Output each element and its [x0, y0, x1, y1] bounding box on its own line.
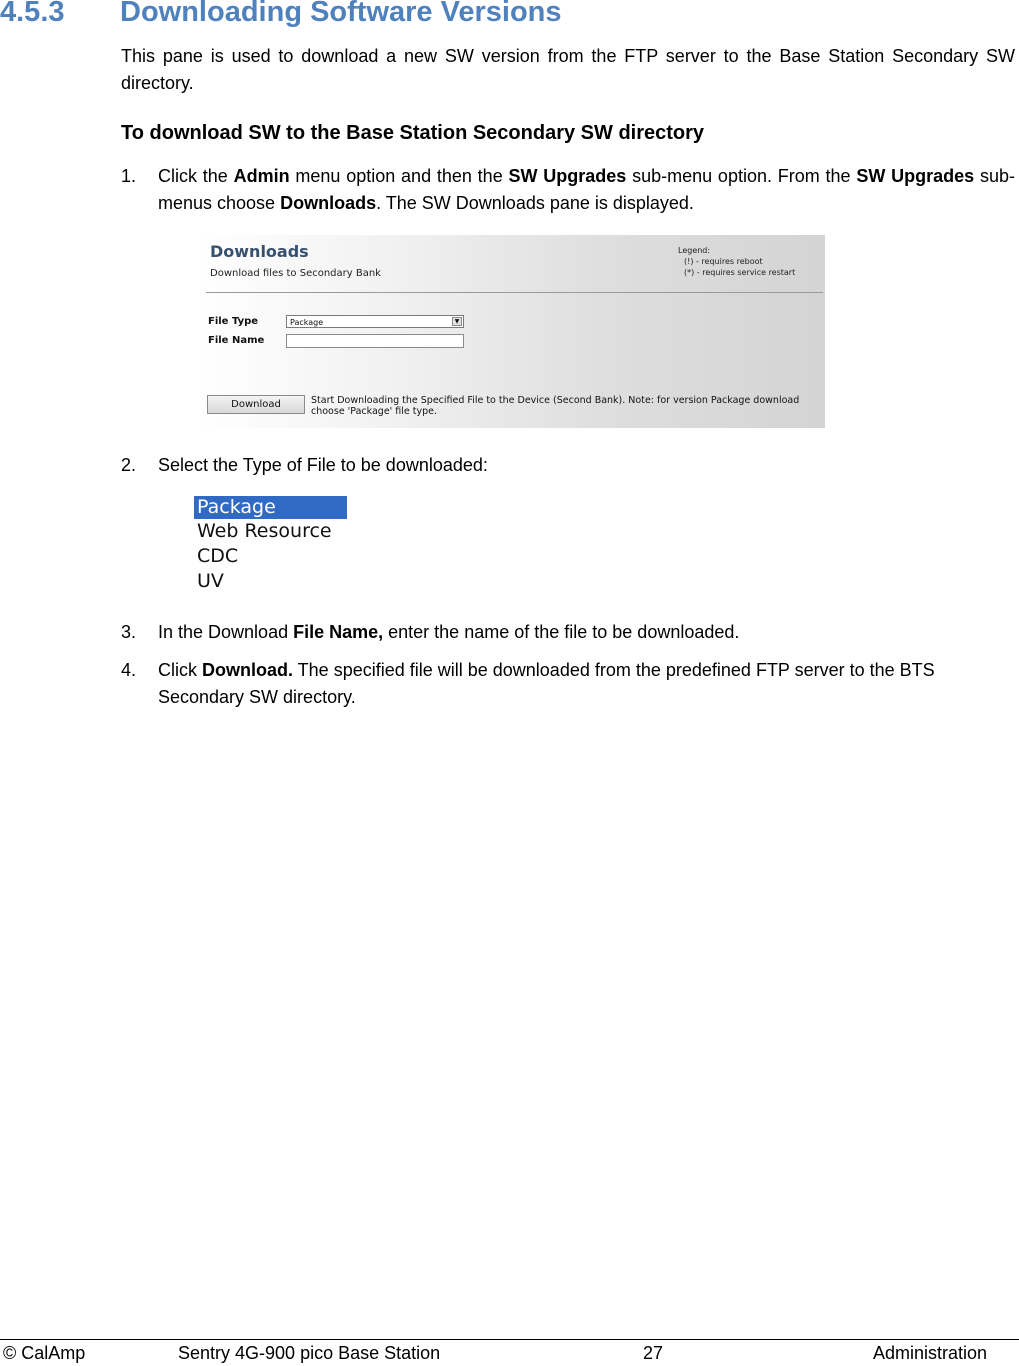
pane-subtitle: Download files to Secondary Bank [210, 268, 381, 279]
file-name-input[interactable] [286, 334, 464, 348]
section-title: Downloading Software Versions [120, 0, 562, 28]
step-4: 4. Click Download. The specified file will be downloaded from the predefined FTP server to the BTS Secondary SW directory. [121, 660, 935, 707]
option-uv[interactable]: UV [197, 570, 224, 592]
option-package[interactable]: Package [194, 496, 347, 519]
footer-chapter: Administration [873, 1343, 988, 1363]
option-cdc[interactable]: CDC [197, 545, 239, 567]
step-1: 1. Click the Admin menu option and then the SW Upgrades sub-menu option. From the SW Upgrades sub-menus choose Downloads. The SW Downloads pane is displayed. [121, 166, 1015, 213]
footer-copyright: © CalAmp [3, 1343, 86, 1363]
option-web-resource[interactable]: Web Resource [197, 520, 332, 542]
section-heading [0, 0, 562, 29]
downloads-pane-screenshot [194, 235, 825, 428]
intro-paragraph: This pane is used to download a new SW version from the FTP server to the Base Station Secondary SW directory. [121, 46, 1015, 93]
chevron-down-icon: ▼ [452, 317, 462, 326]
footer-rule [0, 1339, 1019, 1340]
download-note: Start Downloading the Specified File to the Device (Second Bank). Note: for version Package download choose 'Package' file type. [311, 395, 800, 417]
download-button[interactable]: Download [207, 395, 305, 414]
legend: Legend: (!) - requires reboot (*) - requires service restart [678, 246, 796, 277]
step-3: 3. In the Download File Name, enter the name of the file to be downloaded. [121, 622, 740, 642]
pane-title: Downloads [210, 242, 309, 261]
divider [206, 292, 823, 293]
procedure-heading: To download SW to the Base Station Secondary SW directory [121, 122, 705, 144]
step-2: 2. Select the Type of File to be downloaded: [121, 455, 488, 475]
footer-product: Sentry 4G-900 pico Base Station [178, 1343, 441, 1363]
file-name-label: File Name [208, 335, 265, 346]
footer-page-number: 27 [643, 1343, 664, 1363]
file-type-select[interactable]: Package ▼ [286, 315, 464, 328]
file-type-label: File Type [208, 316, 259, 327]
section-number: 4.5.3 [0, 0, 65, 28]
file-type-options-list [194, 496, 347, 594]
